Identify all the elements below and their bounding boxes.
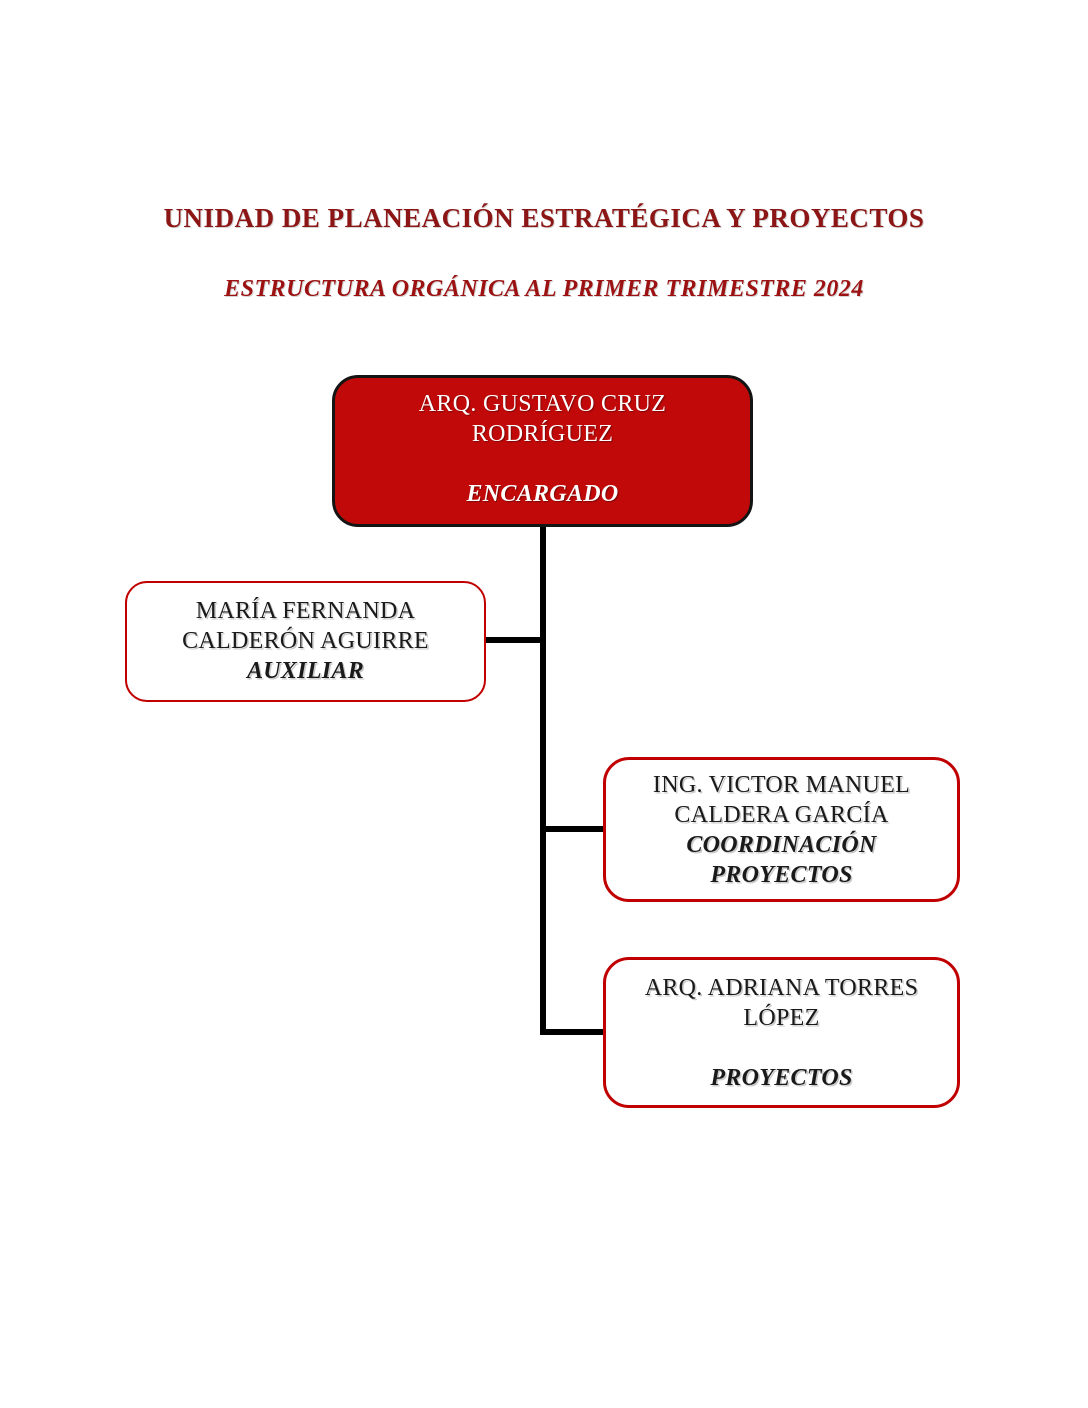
person-name-line: CALDERA GARCÍA — [674, 802, 889, 828]
blank-line — [606, 1033, 957, 1063]
connector-branch-proyectos — [546, 1029, 604, 1035]
org-box-auxiliar — [125, 581, 486, 702]
page-title: UNIDAD DE PLANEACIÓN ESTRATÉGICA Y PROYECTOS — [163, 203, 925, 233]
page-subtitle: ESTRUCTURA ORGÁNICA AL PRIMER TRIMESTRE 2024 — [224, 276, 864, 302]
role-label: COORDINACIÓN — [686, 832, 877, 858]
person-name-line: LÓPEZ — [743, 1005, 820, 1031]
connector-branch-coordinacion — [546, 826, 604, 832]
connector-vertical-trunk — [540, 527, 546, 1035]
blank-line — [335, 449, 750, 479]
person-name-line: RODRÍGUEZ — [471, 421, 614, 447]
person-name-line: MARÍA FERNANDA — [195, 598, 416, 624]
org-box-encargado — [332, 375, 753, 527]
role-label: ENCARGADO — [466, 481, 619, 507]
person-name-line: ING. VICTOR MANUEL — [652, 772, 911, 798]
connector-branch-auxiliar — [484, 637, 540, 643]
org-box-proyectos — [603, 957, 960, 1108]
person-name-line: CALDERÓN AGUIRRE — [182, 628, 429, 654]
person-name-line: ARQ. GUSTAVO CRUZ — [418, 391, 667, 417]
org-box-coordinacion-proyectos — [603, 757, 960, 902]
person-name-line: ARQ. ADRIANA TORRES — [644, 975, 919, 1001]
role-label: PROYECTOS — [710, 862, 853, 888]
role-label: AUXILIAR — [246, 658, 365, 684]
role-label: PROYECTOS — [710, 1065, 853, 1091]
